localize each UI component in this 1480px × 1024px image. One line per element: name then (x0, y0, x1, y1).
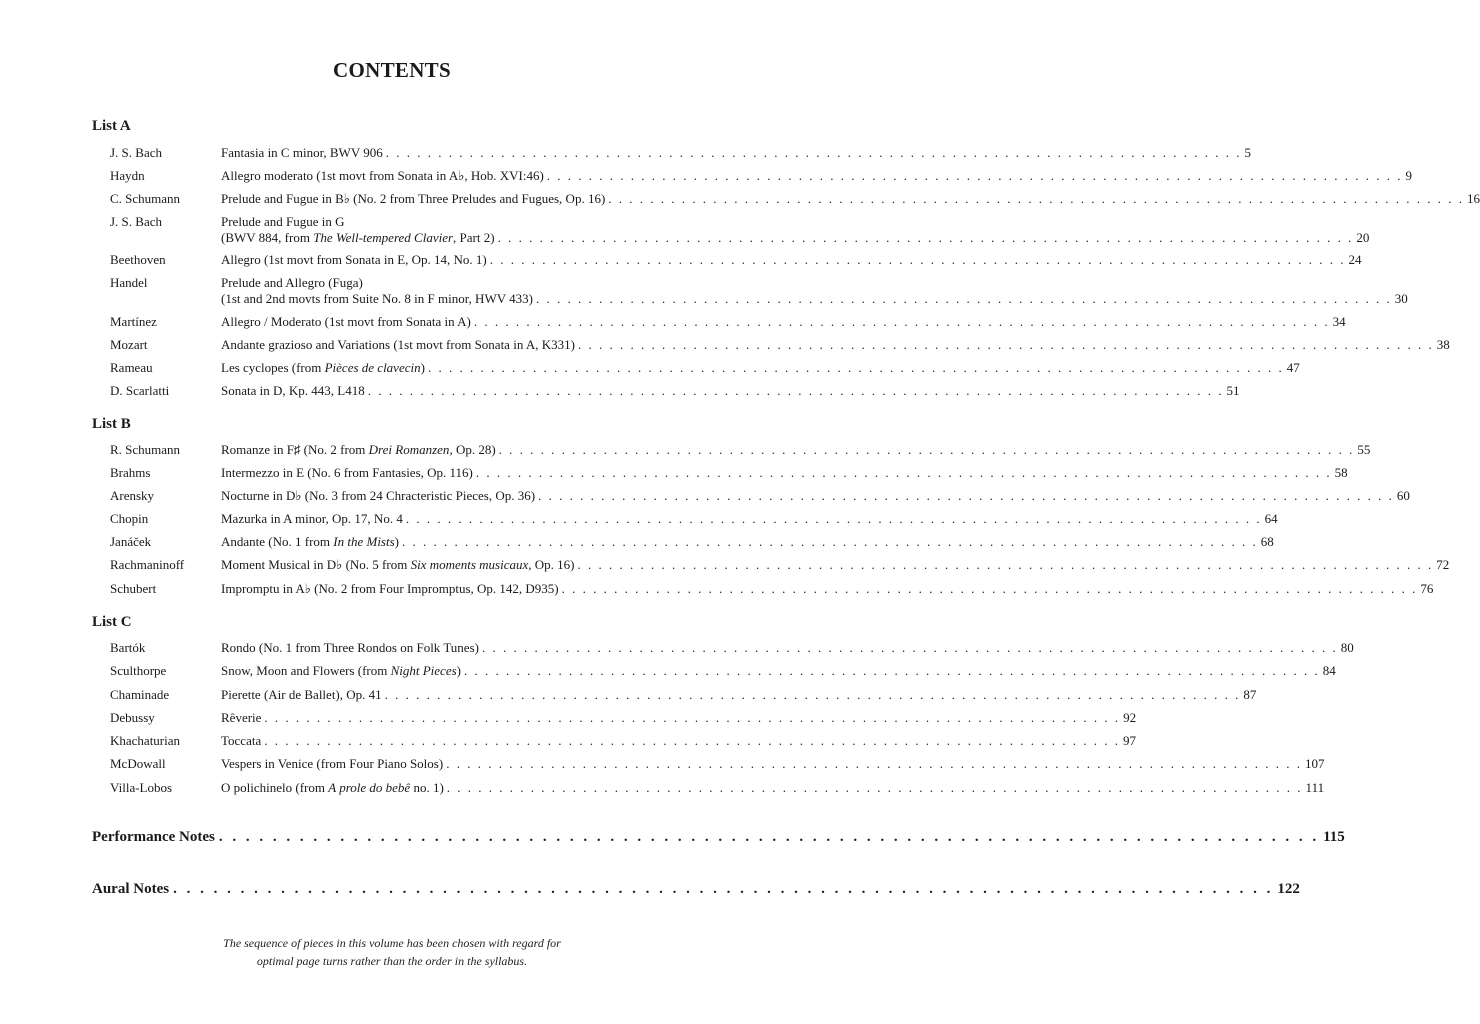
composer-name: Martínez (110, 314, 157, 329)
dot-leader: . . . . . . . . . . . . . . . . . . . . . . . . . . . . . . . . . . . . . . . . . . . . . . . . . . . . . . . . . . . . . . . . . . . . . . . . . . . . . . . . . . (402, 534, 1258, 549)
dot-leader: . . . . . . . . . . . . . . . . . . . . . . . . . . . . . . . . . . . . . . . . . . . . . . . . . . . . . . . . . . . . . . . . . . . . . . . . . . . . . . . . . . (546, 168, 1403, 183)
page-number: 24 (1348, 252, 1362, 267)
composer-name: R. Schumann (110, 442, 181, 457)
piece-line (221, 640, 1354, 656)
piece-line (221, 191, 1480, 207)
dot-leader: . . . . . . . . . . . . . . . . . . . . . . . . . . . . . . . . . . . . . . . . . . . . . . . . . . . . . . . . . . . . . . . . . . . . . . . . . . . . . . . . . . (405, 511, 1262, 526)
section-entry (92, 829, 1345, 846)
dot-leader: . . . . . . . . . . . . . . . . . . . . . . . . . . . . . . . . . . . . . . . . . . . . . . . . . . . . . . . . . . . . . . . . . . . . . . . . . . . . . . . . . . (577, 557, 1434, 572)
piece-text-part: Vespers in Venice (from Four Piano Solos) (221, 756, 444, 771)
piece-title (221, 383, 1240, 399)
dot-leader: . . . . . . . . . . . . . . . . . . . . . . . . . . . . . . . . . . . . . . . . . . . . . . . . . . . . . . . . . . . . . . . . . . . . . . . . . . . . . . . . . . (608, 191, 1465, 206)
piece-title (221, 534, 1274, 550)
piece-text (221, 360, 425, 376)
piece-text-part: Sonata in D, Kp. 443, L418 (221, 383, 365, 398)
composer-name: Chopin (110, 511, 149, 526)
piece-line (221, 230, 1370, 246)
piece-title (221, 214, 1370, 246)
piece-text (221, 511, 403, 527)
piece-line (221, 663, 1336, 679)
piece-text (221, 337, 575, 353)
composer-name: C. Schumann (110, 191, 181, 206)
composer-name: D. Scarlatti (110, 383, 170, 398)
page-number: 87 (1243, 687, 1257, 702)
piece-text-part: Impromptu in A♭ (No. 2 from Four Impromptus, Op. 142, D935) (221, 581, 559, 596)
piece-text (221, 252, 487, 268)
piece-title (221, 360, 1300, 376)
page-number: 51 (1226, 383, 1240, 398)
dot-leader: . . . . . . . . . . . . . . . . . . . . . . . . . . . . . . . . . . . . . . . . . . . . . . . . . . . . . . . . . . . . . . . . . . . . . . . . . . . . . . . . . . (385, 145, 1242, 160)
page-number: 38 (1436, 337, 1450, 352)
piece-line (221, 314, 1346, 330)
piece-text (221, 442, 496, 458)
composer-name: Schubert (110, 581, 157, 596)
page-number: 92 (1123, 710, 1137, 725)
dot-leader: . . . . . . . . . . . . . . . . . . . . . . . . . . . . . . . . . . . . . . . . . . . . . . . . . . . . . . . . . . . . . . . . . . . . . . . . . . . . . . . . . . (427, 360, 1284, 375)
piece-text-italic: A prole do bebê (328, 780, 411, 795)
piece-title (221, 252, 1362, 268)
piece-text-italic: Drei Romanzen (368, 442, 450, 457)
piece-line (221, 534, 1274, 550)
piece-title (221, 710, 1137, 726)
piece-line (221, 337, 1450, 353)
page-number: 47 (1286, 360, 1300, 375)
piece-text-part: ) (456, 663, 462, 678)
piece-line (221, 756, 1325, 772)
piece-text-part: , Op. 28) (449, 442, 496, 457)
dot-leader: . . . . . . . . . . . . . . . . . . . . . . . . . . . . . . . . . . . . . . . . . . . . . . . . . . . . . . . . . . . . . . . . . . . . . . . . . . . . . . . . . . (264, 733, 1120, 748)
piece-text-part: Prelude and Fugue in G (221, 214, 345, 229)
piece-text-part: Les cyclopes (from (221, 360, 325, 375)
composer-name: Brahms (110, 465, 151, 480)
list-heading: List B (92, 416, 131, 432)
composer-name: Handel (110, 275, 148, 290)
piece-line (221, 557, 1450, 573)
dot-leader: . . . . . . . . . . . . . . . . . . . . . . . . . . . . . . . . . . . . . . . . . . . . . . . . . . . . . . . . . . . . . . . . . . . . . . . . . . . . . . . . . . (498, 442, 1355, 457)
piece-text-part: (1st and 2nd movts from Suite No. 8 in F minor, HWV 433) (221, 291, 533, 306)
page-number: 60 (1396, 488, 1410, 503)
dot-leader: . . . . . . . . . . . . . . . . . . . . . . . . . . . . . . . . . . . . . . . . . . . . . . . . . . . . . . . . . . . . . . . . . . . . . . . . . . . . . . . . . . (481, 640, 1338, 655)
piece-text (221, 191, 605, 207)
piece-line (221, 383, 1240, 399)
section-entry (92, 881, 1300, 898)
page-number: 107 (1304, 756, 1325, 771)
piece-text-part: ) (420, 360, 425, 375)
piece-text-part: Pierette (Air de Ballet), Op. 41 (221, 687, 382, 702)
dot-leader: . . . . . . . . . . . . . . . . . . . . . . . . . . . . . . . . . . . . . . . . . . . . . . . . . . . . . . . . . . . . . . . . . . . . . . . . . . . . . . . . . . (367, 383, 1224, 398)
piece-title (221, 663, 1336, 679)
piece-text (221, 663, 461, 679)
piece-line (221, 780, 1325, 796)
page-number: 5 (1244, 145, 1251, 160)
piece-line (221, 214, 683, 230)
dot-leader: . . . . . . . . . . . . . . . . . . . . . . . . . . . . . . . . . . . . . . . . . . . . . . . . . . . . . . . . . . . . . . . . . . . . . . . . . . . . . . . . . . (464, 663, 1320, 678)
dot-leader: . . . . . . . . . . . . . . . . . . . . . . . . . . . . . . . . . . . . . . . . . . . . . . . . . . . . . . . . . . . . . . . . . . . . . . . . . . . . . . . . . . (561, 581, 1418, 596)
piece-line (221, 465, 1348, 481)
piece-text (221, 383, 365, 399)
page-number: 115 (1323, 829, 1345, 845)
page-number: 30 (1394, 291, 1408, 306)
piece-line (221, 733, 1136, 749)
piece-text (221, 465, 473, 481)
piece-text-part: Andante (No. 1 from (221, 534, 334, 549)
piece-line (221, 252, 1362, 268)
piece-text-part: ) (394, 534, 400, 549)
page-number: 122 (1277, 881, 1300, 897)
page-number: 97 (1122, 733, 1136, 748)
piece-line (221, 442, 1371, 458)
piece-title (221, 511, 1278, 527)
composer-name: Debussy (110, 710, 155, 725)
piece-text-part: Fantasia in C minor, BWV 906 (221, 145, 383, 160)
page-number: 68 (1260, 534, 1274, 549)
piece-line (221, 360, 1300, 376)
piece-text-italic: Six moments musicaux (410, 557, 529, 572)
piece-line (221, 291, 1408, 307)
piece-title (221, 337, 1450, 353)
page-number: 34 (1332, 314, 1346, 329)
piece-text-part: , Part 2) (453, 230, 495, 245)
composer-name: Villa-Lobos (110, 780, 173, 795)
dot-leader: . . . . . . . . . . . . . . . . . . . . . . . . . . . . . . . . . . . . . . . . . . . . . . . . . . . . . . . . . . . . . . . . . . . . . . . . . . . . . . . . . . (497, 230, 1354, 245)
page-number: 80 (1340, 640, 1354, 655)
piece-text-part: Nocturne in D♭ (No. 3 from 24 Chracteristic Pieces, Op. 36) (221, 488, 536, 503)
composer-name: Janáček (110, 534, 152, 549)
piece-text-part: Mazurka in A minor, Op. 17, No. 4 (221, 511, 403, 526)
page-number: 58 (1334, 465, 1348, 480)
page-title: CONTENTS (333, 58, 451, 82)
piece-title (221, 687, 1257, 703)
composer-name: Rachmaninoff (110, 557, 185, 572)
composer-name: Bartók (110, 640, 146, 655)
composer-name: J. S. Bach (110, 145, 162, 160)
piece-text (221, 488, 535, 504)
piece-line (221, 511, 1278, 527)
piece-text-part: Romanze in F♯ (No. 2 from (221, 442, 369, 457)
piece-text-part: Allegro moderato (1st movt from Sonata in A♭, Hob. XVI:46) (221, 168, 544, 183)
piece-text (221, 756, 443, 772)
piece-title (221, 145, 1251, 161)
composer-name: Khachaturian (110, 733, 181, 748)
piece-text-part: , Op. 16) (528, 557, 575, 572)
composer-name: Arensky (110, 488, 155, 503)
piece-title (221, 756, 1325, 772)
page-number: 55 (1357, 442, 1371, 457)
piece-text (221, 534, 399, 550)
composer-name: Rameau (110, 360, 153, 375)
piece-text (221, 733, 261, 749)
piece-text-italic: The Well-tempered Clavier (313, 230, 454, 245)
composer-name: Beethoven (110, 252, 166, 267)
piece-title (221, 488, 1410, 504)
piece-text-part: Moment Musical in D♭ (No. 5 from (221, 557, 411, 572)
piece-text-part: Rêverie (221, 710, 262, 725)
piece-title (221, 275, 1408, 307)
list-heading: List A (92, 118, 131, 134)
piece-text-part: Andante grazioso and Variations (1st movt from Sonata in A, K331) (221, 337, 575, 352)
composer-name: J. S. Bach (110, 214, 162, 229)
piece-title (221, 557, 1450, 573)
section-label: Performance Notes (92, 829, 215, 845)
piece-text-italic: In the Mists (333, 534, 395, 549)
page-number: 64 (1264, 511, 1278, 526)
piece-line (221, 145, 1251, 161)
dot-leader: . . . . . . . . . . . . . . . . . . . . . . . . . . . . . . . . . . . . . . . . . . . . . . . . . . . . . . . . . . . . . . . . . . . . . . . . . . . . . . . . . . (577, 337, 1434, 352)
section-label: Aural Notes (92, 881, 170, 897)
piece-title (221, 465, 1348, 481)
page-number: 76 (1420, 581, 1434, 596)
piece-text-italic: Night Pieces (390, 663, 457, 678)
piece-text-part: Toccata (221, 733, 262, 748)
piece-title (221, 640, 1354, 656)
footnote-line: optimal page turns rather than the order in the syllabus. (256, 954, 528, 968)
piece-line (221, 275, 683, 291)
piece-title (221, 581, 1434, 597)
piece-text (221, 314, 471, 330)
piece-title (221, 442, 1371, 458)
piece-text-part: Snow, Moon and Flowers (from (221, 663, 391, 678)
piece-title (221, 314, 1346, 330)
piece-text (221, 275, 363, 290)
composer-name: Chaminade (110, 687, 170, 702)
piece-text-part: Prelude and Fugue in B♭ (No. 2 from Three Preludes and Fugues, Op. 16) (221, 191, 606, 206)
composer-name: Sculthorpe (110, 663, 167, 678)
dot-leader: . . . . . . . . . . . . . . . . . . . . . . . . . . . . . . . . . . . . . . . . . . . . . . . . . . . . . . . . . . . . . . . . . . . . . . . . . . . . . . . . . . (264, 710, 1121, 725)
piece-text (221, 780, 444, 796)
piece-text (221, 168, 544, 184)
piece-line (221, 581, 1434, 597)
piece-text (221, 214, 344, 229)
piece-text (221, 291, 533, 307)
page-number: 20 (1356, 230, 1370, 245)
dot-leader: . . . . . . . . . . . . . . . . . . . . . . . . . . . . . . . . . . . . . . . . . . . . . . . . . . . . . . . . . . . . . . . . . . . . . . . . . . . . . . . . . . (218, 829, 1320, 845)
list-heading: List C (92, 614, 132, 630)
dot-leader: . . . . . . . . . . . . . . . . . . . . . . . . . . . . . . . . . . . . . . . . . . . . . . . . . . . . . . . . . . . . . . . . . . . . . . . . . . . . . . . . . . (535, 291, 1392, 306)
page-number: 9 (1405, 168, 1413, 183)
piece-text-part: Allegro / Moderato (1st movt from Sonata in A) (221, 314, 471, 329)
footnote-line: The sequence of pieces in this volume has been chosen with regard for (223, 936, 561, 950)
page-number: 84 (1322, 663, 1336, 678)
piece-line (221, 687, 1257, 703)
piece-text-part: no. 1) (410, 780, 444, 795)
piece-text (221, 640, 479, 656)
piece-text-part: Intermezzo in E (No. 6 from Fantasies, Op. 116) (221, 465, 473, 480)
piece-line (221, 488, 1410, 504)
piece-text (221, 145, 383, 161)
piece-text-part: O polichinelo (from (221, 780, 329, 795)
dot-leader: . . . . . . . . . . . . . . . . . . . . . . . . . . . . . . . . . . . . . . . . . . . . . . . . . . . . . . . . . . . . . . . . . . . . . . . . . . . . . . . . . . (384, 687, 1241, 702)
piece-text-part: Prelude and Allegro (Fuga) (221, 275, 363, 290)
piece-text-part: (BWV 884, from (221, 230, 314, 245)
page-number: 72 (1436, 557, 1450, 572)
piece-text (221, 557, 574, 573)
page-number: 111 (1305, 780, 1325, 795)
piece-text (221, 687, 382, 703)
footnote (0, 934, 784, 970)
dot-leader: . . . . . . . . . . . . . . . . . . . . . . . . . . . . . . . . . . . . . . . . . . . . . . . . . . . . . . . . . . . . . . . . . . . . . . . . . . . . . . . . . . (446, 756, 1302, 771)
piece-text-italic: Pièces de clavecin (324, 360, 421, 375)
piece-title (221, 168, 1413, 184)
dot-leader: . . . . . . . . . . . . . . . . . . . . . . . . . . . . . . . . . . . . . . . . . . . . . . . . . . . . . . . . . . . . . . . . . . . . . . . . . . . . . . . . . . (475, 465, 1332, 480)
piece-title (221, 733, 1136, 749)
dot-leader: . . . . . . . . . . . . . . . . . . . . . . . . . . . . . . . . . . . . . . . . . . . . . . . . . . . . . . . . . . . . . . . . . . . . . . . . . . . . . . . . . . (173, 881, 1274, 897)
composer-name: Haydn (110, 168, 145, 183)
dot-leader: . . . . . . . . . . . . . . . . . . . . . . . . . . . . . . . . . . . . . . . . . . . . . . . . . . . . . . . . . . . . . . . . . . . . . . . . . . . . . . . . . . (473, 314, 1330, 329)
piece-line (221, 710, 1137, 726)
piece-line (221, 168, 1413, 184)
piece-text (221, 710, 261, 726)
dot-leader: . . . . . . . . . . . . . . . . . . . . . . . . . . . . . . . . . . . . . . . . . . . . . . . . . . . . . . . . . . . . . . . . . . . . . . . . . . . . . . . . . . (538, 488, 1394, 503)
piece-text-part: Rondo (No. 1 from Three Rondos on Folk Tunes) (221, 640, 479, 655)
dot-leader: . . . . . . . . . . . . . . . . . . . . . . . . . . . . . . . . . . . . . . . . . . . . . . . . . . . . . . . . . . . . . . . . . . . . . . . . . . . . . . . . . . (489, 252, 1346, 267)
piece-title (221, 780, 1325, 796)
composer-name: McDowall (110, 756, 166, 771)
piece-title (221, 191, 1480, 207)
piece-text (221, 230, 495, 246)
piece-text (221, 581, 559, 597)
page-number: 16 (1467, 191, 1480, 206)
dot-leader: . . . . . . . . . . . . . . . . . . . . . . . . . . . . . . . . . . . . . . . . . . . . . . . . . . . . . . . . . . . . . . . . . . . . . . . . . . . . . . . . . . (446, 780, 1303, 795)
composer-name: Mozart (110, 337, 148, 352)
piece-text-part: Allegro (1st movt from Sonata in E, Op. 14, No. 1) (221, 252, 487, 267)
